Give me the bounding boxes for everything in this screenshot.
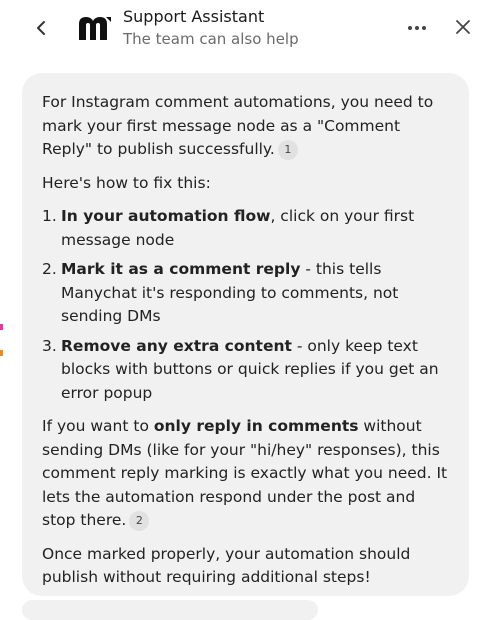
message-intro — [42, 91, 449, 162]
citation-badge-2[interactable]: 2 — [129, 511, 149, 531]
step-body — [61, 335, 449, 406]
para-text-start: If you want to — [42, 417, 154, 435]
para-text-bold: only reply in comments — [153, 417, 359, 435]
chevron-left-icon — [35, 20, 49, 36]
list-item — [42, 205, 449, 252]
header-subtitle: The team can also help — [123, 30, 299, 48]
comments-paragraph — [42, 415, 449, 533]
closing-text: Once marked properly, your automation should publish without requiring additional steps! — [42, 544, 411, 586]
list-item — [42, 335, 449, 406]
step-text: - this tells Manychat it's responding to comments, not sending DMs — [61, 260, 399, 325]
citation-badge-1[interactable]: 1 — [278, 140, 298, 160]
step-number: 2. — [42, 260, 57, 278]
header-title: Support Assistant — [123, 7, 265, 26]
step-text: , click on your first message node — [61, 207, 415, 249]
list-item — [42, 258, 449, 329]
step-text: - only keep text blocks with buttons or quick replies if you get an error popup — [61, 336, 439, 402]
edge-highlight-pink — [0, 324, 3, 330]
edge-highlight-orange — [0, 350, 3, 356]
step-body — [61, 258, 449, 329]
para-text-end: without sending DMs (like for your "hi/hey" responses), this comment reply marking is exactly what you need. It lets the automation respond under the post and stop there. — [42, 417, 448, 529]
chat-header — [0, 0, 477, 63]
next-message-bubble — [22, 600, 318, 620]
step-number: 3. — [42, 336, 57, 355]
step-body — [61, 205, 449, 252]
step-bold: Mark it as a comment reply — [61, 260, 301, 278]
step-bold: In your automation flow — [61, 207, 271, 225]
close-button[interactable] — [452, 16, 474, 38]
step-bold: Remove any extra content — [61, 336, 292, 355]
back-button[interactable] — [30, 16, 54, 40]
steps-list — [42, 205, 449, 405]
howto-text: Here's how to fix this: — [42, 173, 211, 192]
close-icon — [455, 19, 471, 35]
assistant-message-bubble — [22, 73, 469, 596]
intro-text: For Instagram comment automations, you need to mark your first message node as a "Comment Reply" to publish successfully. — [42, 93, 434, 158]
manychat-logo — [76, 13, 112, 43]
step-number: 1. — [42, 207, 57, 225]
more-horizontal-icon — [407, 25, 427, 31]
more-options-button[interactable] — [406, 18, 428, 38]
